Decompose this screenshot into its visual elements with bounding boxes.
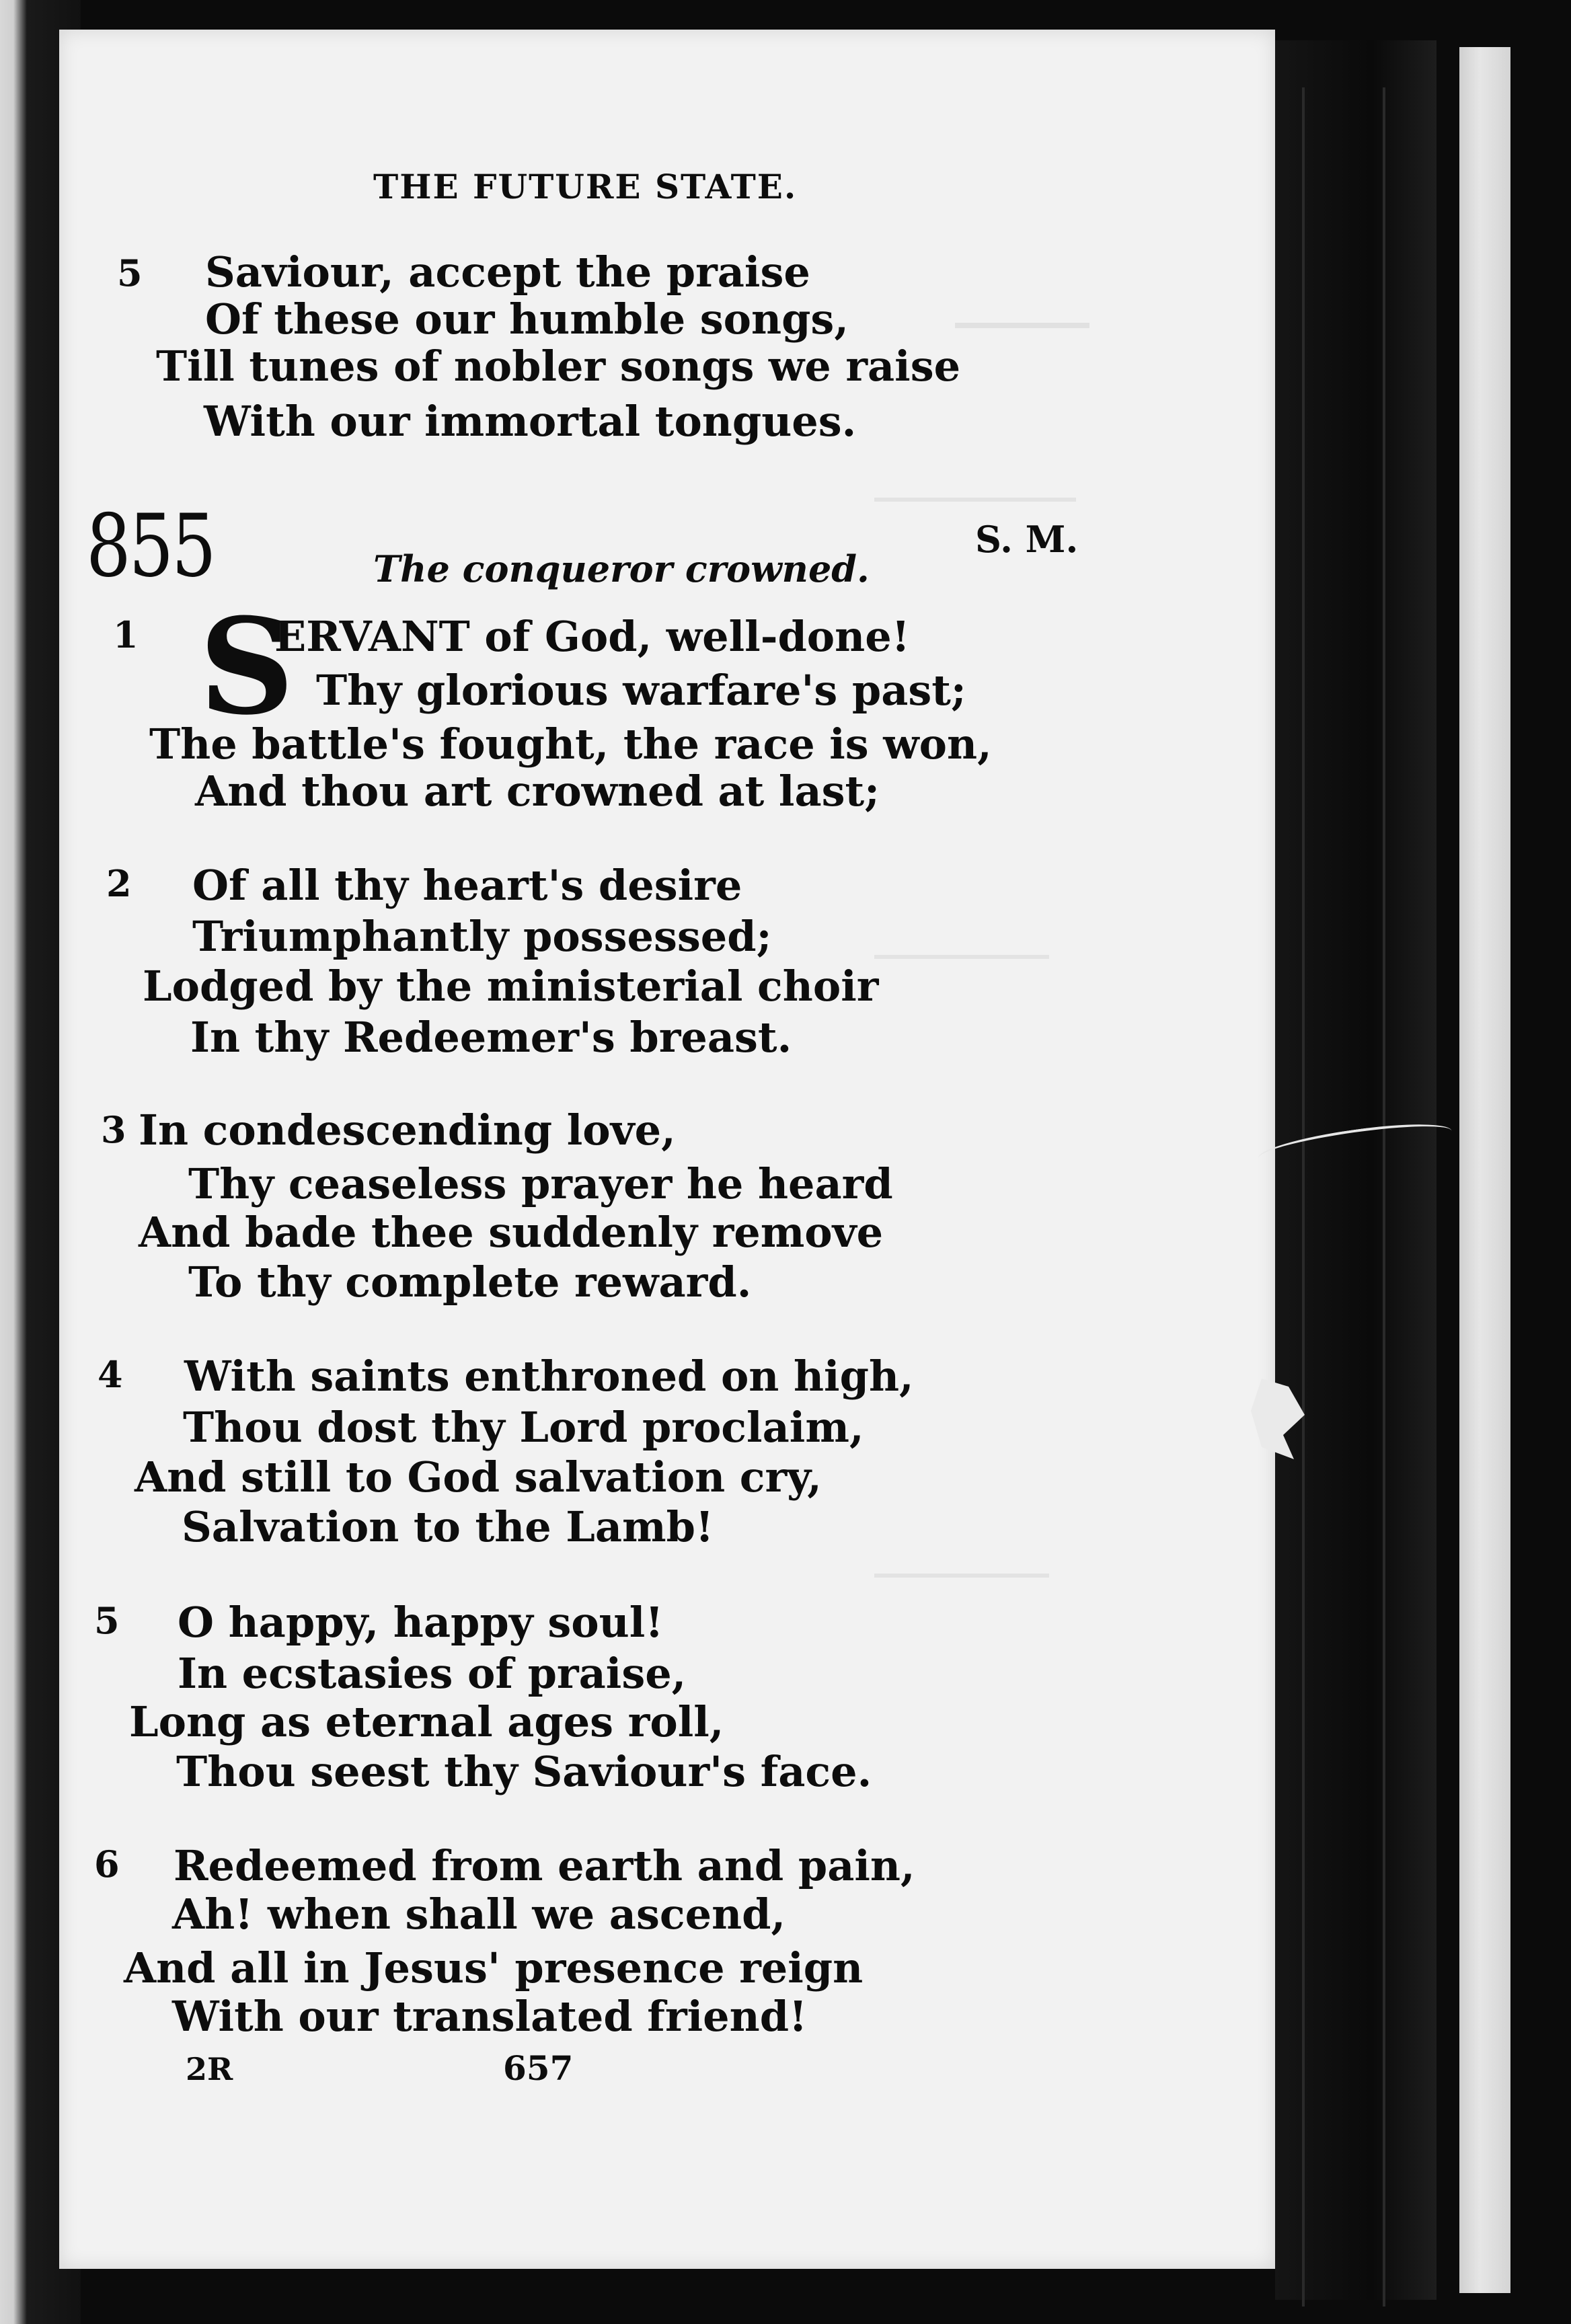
signature-mark: 2R: [186, 2051, 233, 2087]
verse-line: And thou art crowned at last;: [195, 767, 880, 816]
verse-line: With our immortal tongues.: [204, 397, 857, 446]
gutter-line: [1302, 87, 1305, 2307]
verse-line: Redeemed from earth and pain,: [174, 1841, 915, 1890]
verse-line: Till tunes of nobler songs we raise: [156, 342, 961, 391]
verse-number: 6: [94, 1843, 120, 1886]
verse-line: Of all thy heart's desire: [192, 861, 742, 910]
page-number: 657: [503, 2048, 574, 2088]
facing-page-edge: [1459, 47, 1510, 2293]
verse-number: 1: [113, 613, 139, 656]
verse-line: With our translated friend!: [172, 1992, 808, 2041]
verse-line: Thou seest thy Saviour's face.: [176, 1747, 872, 1796]
verse-number: 4: [98, 1353, 123, 1396]
verse-line: Salvation to the Lamb!: [182, 1502, 714, 1551]
verse-line: Thy ceaseless prayer he heard: [188, 1159, 893, 1208]
verse-line: The battle's fought, the race is won,: [149, 720, 992, 769]
verse-line: ERVANT of God, well-done!: [274, 612, 910, 661]
verse-line: Ah! when shall we ascend,: [172, 1890, 786, 1939]
verse-line: To thy complete reward.: [188, 1257, 752, 1307]
verse-line: Long as eternal ages roll,: [129, 1697, 724, 1746]
verse-number: 2: [106, 862, 132, 905]
verse-line: And still to God salvation cry,: [135, 1452, 822, 1502]
verse-number: 5: [94, 1599, 120, 1642]
verse-line: And bade thee suddenly remove: [139, 1208, 884, 1257]
verse-line: Thy glorious warfare's past;: [316, 666, 966, 715]
verse-number: 5: [117, 251, 143, 295]
running-head: THE FUTURE STATE.: [373, 167, 798, 206]
verse-line: And all in Jesus' presence reign: [124, 1943, 864, 1992]
hymn-number: 855: [86, 496, 215, 596]
hymn-title: The conqueror crowned.: [373, 547, 870, 590]
verse-line: In thy Redeemer's breast.: [190, 1013, 792, 1062]
gutter-line: [1383, 87, 1385, 2307]
verse-line: Of these our humble songs,: [205, 295, 849, 344]
verse-line: Lodged by the ministerial choir: [143, 962, 879, 1011]
verse-number: 3: [101, 1108, 126, 1151]
verse-line: In condescending love,: [139, 1106, 676, 1155]
drop-cap: S: [199, 590, 295, 744]
verse-line: In ecstasies of praise,: [178, 1649, 687, 1698]
hymn-meter: S. M.: [975, 518, 1079, 561]
book-gutter: [1275, 40, 1436, 2300]
verse-line: Saviour, accept the praise: [205, 247, 810, 297]
verse-line: Triumphantly possessed;: [192, 912, 772, 961]
verse-line: With saints enthroned on high,: [184, 1352, 914, 1401]
verse-line: O happy, happy soul!: [178, 1598, 664, 1647]
verse-line: Thou dost thy Lord proclaim,: [183, 1403, 864, 1452]
